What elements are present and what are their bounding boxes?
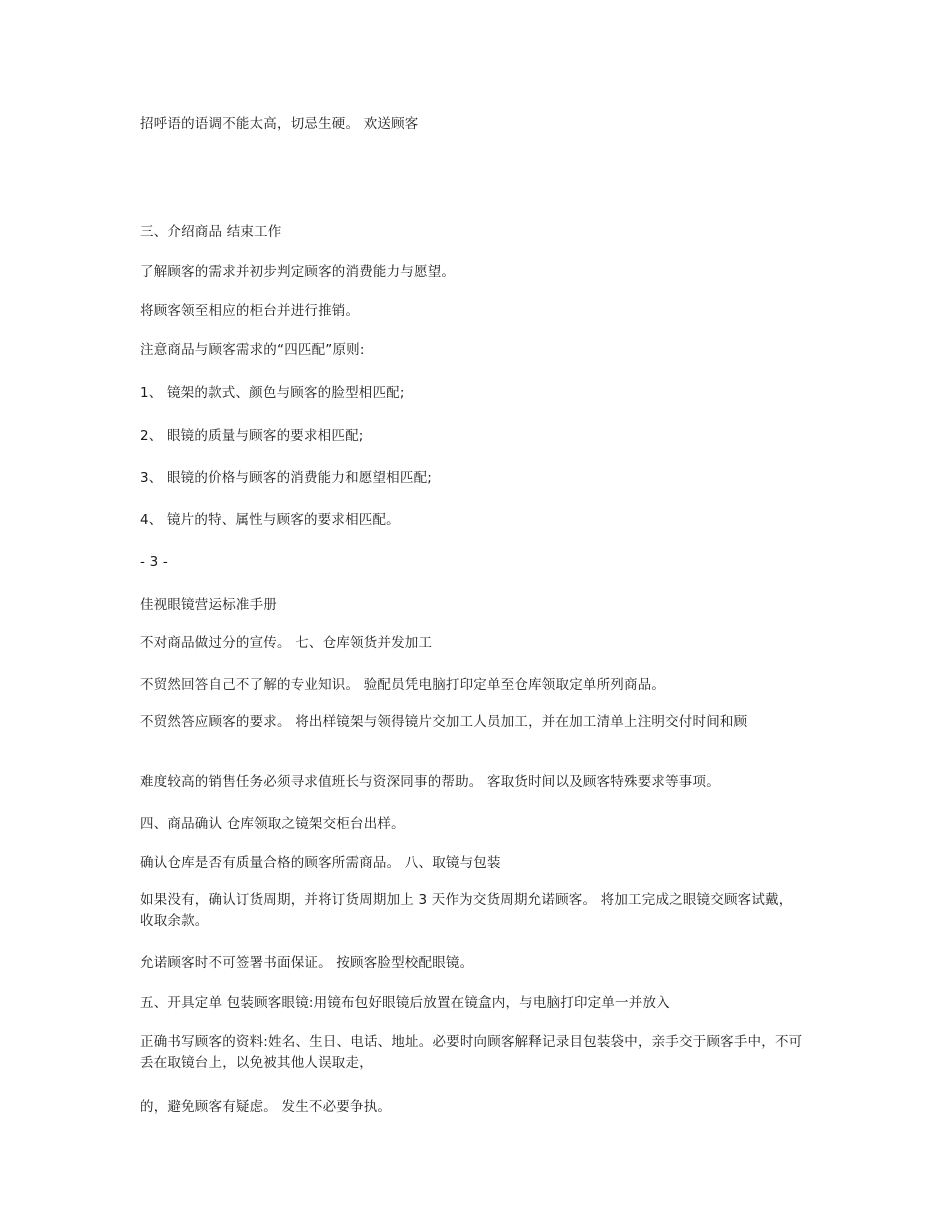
- text-line: 的，避免顾客有疑虑。 发生不必要争执。: [140, 1099, 392, 1115]
- text-line: 确认仓库是否有质量合格的顾客所需商品。 八、取镜与包装: [140, 855, 501, 871]
- text-line: 了解顾客的需求并初步判定顾客的消费能力与愿望。: [140, 264, 456, 280]
- text-line: 将顾客领至相应的柜台并进行推销。: [140, 303, 360, 319]
- section-heading: 三、介绍商品 结束工作: [140, 224, 282, 240]
- text-line: 注意商品与顾客需求的“四匹配”原则:: [140, 342, 365, 358]
- list-item: 2、 眼镜的质量与顾客的要求相匹配;: [140, 428, 364, 444]
- text-line: 允诺顾客时不可签署书面保证。 按顾客脸型校配眼镜。: [140, 955, 474, 971]
- text-line: 正确书写顾客的资料:姓名、生日、电话、地址。必要时向顾客解释记录目包装袋中，亲手交于顾客手中，不可丢在取镜台上，以免被其他人误取走，: [140, 1034, 803, 1071]
- list-item: 3、 眼镜的价格与顾客的消费能力和愿望相匹配;: [140, 470, 433, 486]
- text-line: 难度较高的销售任务必须寻求值班长与资深同事的帮助。 客取货时间以及顾客特殊要求等事项。: [140, 774, 720, 790]
- section-heading: 五、开具定单 包装顾客眼镜:用镜布包好眼镜后放置在镜盒内，与电脑打印定单一并放入: [140, 995, 670, 1011]
- running-header: 佳视眼镜营运标准手册: [140, 597, 277, 613]
- text-line: 不贸然回答自己不了解的专业知识。 验配员凭电脑打印定单至仓库领取定单所列商品。: [140, 677, 666, 693]
- text-line: 如果没有，确认订货周期，并将订货周期加上 3 天作为交货周期允诺顾客。 将加工完成之眼镜交顾客试戴，收取余款。: [140, 892, 793, 929]
- list-item: 4、 镜片的特、属性与顾客的要求相匹配。: [140, 512, 400, 528]
- text-line: 招呼语的语调不能太高，切忌生硬。 欢送顾客: [140, 116, 419, 132]
- text-line: 不对商品做过分的宣传。 七、仓库领货并发加工: [140, 635, 433, 651]
- list-item: 1、 镜架的款式、颜色与顾客的脸型相匹配;: [140, 385, 405, 401]
- text-line: 不贸然答应顾客的要求。 将出样镜架与领得镜片交加工人员加工，并在加工清单上注明交付时间和顾: [140, 714, 748, 730]
- section-heading: 四、商品确认 仓库领取之镜架交柜台出样。: [140, 816, 405, 832]
- page-number: - 3 -: [140, 554, 168, 570]
